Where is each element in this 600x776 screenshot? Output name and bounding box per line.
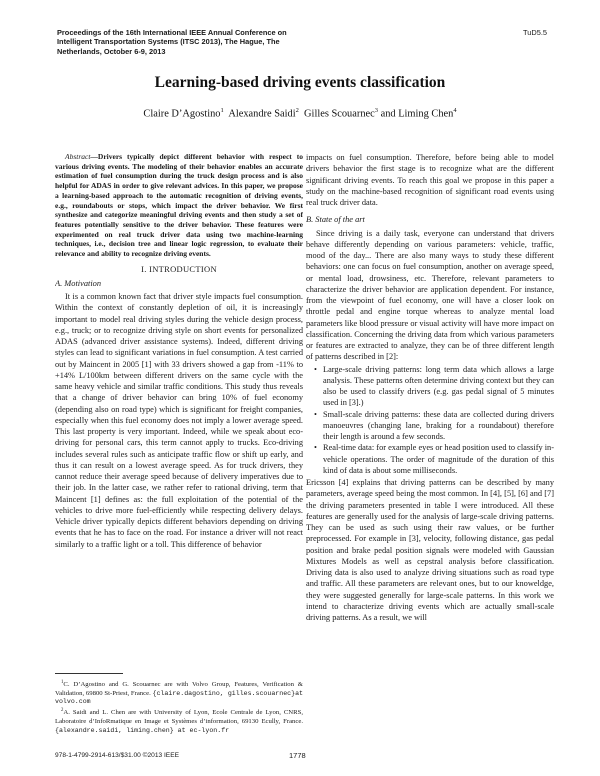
abstract-label: Abstract: [65, 152, 91, 161]
bullet-list: [306, 364, 554, 477]
conference-line: Proceedings of the 16th International IEEE Annual Conference on: [57, 28, 287, 37]
body-paragraph: Ericsson [4] explains that driving patterns can be described by many parameters, average speed being the most common. In [4], [5], [6] and [7] the driving parameters presented in table I were introduced. All these features are generally used for the analysis of large-scale driving patterns. They can be used as such using their raw values, or be further preprocessed. For example in [3], velocity, following distance, gas pedal position and brake pedal position signals were modeled with Gaussian Mixtures Models as well as cepstral analysis before classification. Driving data is also used to analyze driving situations such as road type and traffic. All these parameters are relevant ones, but to our knoweldge, they were suggested generally for large-scale patterns. In this work we intend to characterize driving events which are actually small-scale driving patterns. As a result, we will: [306, 478, 554, 622]
footnote: $^2$A. Saidi and L. Chen are with University of Lyon, Ecole Centrale de Lyon, CNRS, Laboratoire d’InfoRmatique en Image et Systèmes d’information, 69130 Ecully, France. {alexandre.saidi, liming.chen} at ec-lyon.fr: [55, 708, 303, 734]
session-id: TuD5.5: [523, 28, 547, 37]
section-heading: I. INTRODUCTION: [141, 263, 217, 274]
left-column: [55, 152, 303, 672]
author-email: {alexandre.saidi, liming.chen} at ec-lyon.fr: [55, 726, 230, 734]
abstract-dash: —: [90, 152, 98, 161]
subsection-heading: B. State of the art: [306, 215, 365, 225]
footnote: $^1$C. D’Agostino and G. Scouarnec are with Volvo Group, Features, Verification & Validation, 69800 St-Priest, France. {claire.dagostino, gilles.scouarnec}at volvo.com: [55, 680, 304, 706]
author-name: Alexandre Saidi: [228, 108, 296, 120]
abstract: [55, 152, 303, 259]
footnotes: [55, 679, 303, 736]
author-list: Claire D’Agostino$^1$ Alexandre Saidi$^2$ Gilles Scouarnec$^3$ and Liming Chen$^4$: [143, 107, 457, 120]
conference-line: Intelligent Transportation Systems (ITSC 2013), The Hague, The: [57, 37, 280, 47]
author-email: {claire.dagostino, gilles.scouarnec}at volvo.com: [55, 689, 304, 706]
footnote-rule: [55, 673, 123, 674]
conference-line: Netherlands, October 6-9, 2013: [57, 46, 166, 56]
author-affil-mark: 2: [295, 107, 299, 114]
author-name: Gilles Scouarnec: [304, 108, 375, 120]
author-affil-mark: 4: [453, 107, 457, 114]
body-paragraph: impacts on fuel consumption. Therefore, before being able to model drivers behavior the first stage is to recognize what are the different significant driving events. To reach this goal we propose in this paper a study on the machine-based recognition of significant road events using real truck driver data.: [306, 153, 554, 207]
page-number: 1778: [289, 751, 306, 760]
abstract-text: Drivers typically depict different behavior with respect to various driving events. The modeling of their behavior enables an accurate estimation of fuel consumption during the truck design process and is also helpful for ADAS in order to give relevant advices. In this paper, we propose a learning-based approach to the automatic recognition of driving events, e.g., roundabouts or stops, which impact the driver behavior. We first synthesize and categorize meaningful driving events and then study a set of features potentially sensitive to the driver behavior. These features were experimented on real truck driver data using two machine-learning techniques, i.e., decision tree and linear logic regression, to evaluate their relevance and ability to recognize driving events.: [55, 152, 303, 259]
author-affil-mark: 3: [374, 107, 378, 114]
author-name: Claire D’Agostino: [143, 108, 221, 120]
author-affil-mark: 1: [220, 107, 224, 114]
list-item: • Real-time data: for example eyes or head position used to classify in-vehicle operations. The order of magnitude of the duration of this kind of data is about some milliseconds.: [323, 442, 554, 476]
body-paragraph: Since driving is a daily task, everyone can understand that drivers behave differently depending on various parameters: vehicle, traffic, mood of the day... There are also many ways to study these different behaviors: one can focus on fuel consumption, another on average speed, or mental load, drowsiness, etc. Therefore, relevant parameters to characterize the driver behavior are application dependent. For instance, from the viewpoint of fuel economy, one will have a closer look on throttle pedal and engine torque whereas to analyze mental load parameters like blood pressure or visual activity will have more impact on classification. Concerning the driving data from which various parameters or features are extracted to analyze, they can be of three different length of patterns described in [2]:: [306, 228, 554, 362]
author-name: Liming Chen: [398, 108, 454, 120]
body-paragraph: It is a common known fact that driver style impacts fuel consumption. Within the context of constantly depletion of oil, it is increasingly important to model real driving styles during the vehicle design process, e.g., truck; or to recognize driving style on short events for personalized ADAS (advanced driver assistance systems). Indeed, different driving styles can lead to significant variations in fuel consumption. A test carried out by Maincent in 2005 [1] with 33 drivers showed a gap from -11% to +14% L/100km between different drivers on the same cycle with the same heavy vehicle and similar traffic conditions. This study thus reveals that a change of driver behavior can bring 10% of fuel economy (depending also on road type) which is significant for freight companies, especially when this fuel economy does not imply a lower average speed. This last property is very important. Indeed, while we speak about eco-driving for personal cars, this term cannot apply to trucks. Eco-driving includes several rules such as anticipate traffic flow or shift up early, and thus it can result on a lowest average speed. As for truck drivers, they cannot reduce their average speed because of delivery imperatives due to their job. In the latter case, we rather refer to rational driving, term that Maincent [1] defines as: the full exploitation of the potential of the vehicles to drive more fuel-efficiently while respecting delivery delays. Vehicle driver typically depicts different behaviors depending on driving events that he has to face on the road. For instance a driver will not react similarly to a traffic light or a toll. This difference of behavior: [55, 292, 303, 549]
subsection-heading: A. Motivation: [55, 278, 102, 288]
list-item: • Large-scale driving patterns: long term data which allows a large analysis. These patterns often determine driving context but they can also be used to classify drivers (e.g. gas pedal signal of 5 minutes used in [3].): [323, 364, 554, 409]
conference-header: [57, 28, 387, 56]
list-item: • Small-scale driving patterns: these data are collected during drivers manoeuvres (changing lane, braking for a roundabout) therefore their length is around a few seconds.: [323, 409, 554, 443]
paper-title: Learning-based driving events classification: [154, 74, 446, 91]
right-column: [306, 152, 554, 732]
copyright-line: 978-1-4799-2914-613/$31.00 ©2013 IEEE: [55, 752, 180, 759]
